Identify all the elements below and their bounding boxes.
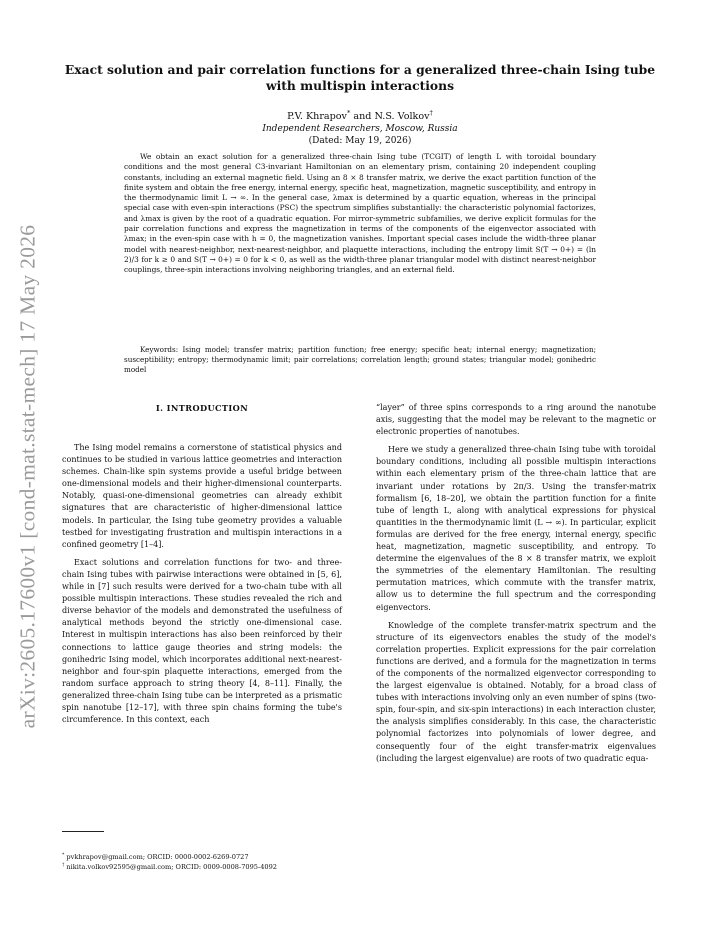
footnote-1 [62,853,352,863]
left-column [62,402,342,726]
footnote-divider [62,831,104,832]
footnote-1-text[interactable]: pvkhrapov@gmail.com; ORCID: 0000-0002-6269-0727 [64,853,249,861]
author-1: P.V. Khrapov [287,111,347,122]
footnote-2-mark: † [62,862,65,868]
right-column [376,402,656,765]
author-conjunction: and [350,111,375,122]
section-heading-introduction: I. INTRODUCTION [155,403,249,413]
title-line-1: Exact solution and pair correlation functions for a generalized three-chain Ising tube [64,62,656,77]
paragraph: Exact solutions and correlation functions for two- and three-chain Ising tubes with pairwise interactions were obtained in [5, 6], while in [7] such results were derived for a two-chain tube with all possible multispin interactions. These studies revealed the rich and diverse behavior of the models and demonstrated the usefulness of analytical methods beyond the strictly one-dimensional case. Interest in multispin interactions has also been reinforced by their connections to lattice gauge theories and string models: the gonihedric Ising model, which incorporates additional next-nearest-neighbor and four-spin plaquette interactions, emerged from the random surface approach to string theory [4, 8–11]. Finally, the generalized three-chain Ising tube can be interpreted as a prismatic spin nanotube [12–17], with three spin chains forming the tube's circumference. In this context, each [62,557,342,725]
paragraph: Here we study a generalized three-chain Ising tube with toroidal boundary conditions, including all possible multispin interactions within each elementary prism of the three-chain lattice that are invariant under rotations by 2π/3. Using the transfer-matrix formalism [6, 18–20], we obtain the partition function for a finite tube of length L, along with analytical expressions for physical quantities in the thermodynamic limit (L → ∞). In particular, explicit formulas are derived for the free energy, internal energy, specific heat, magnetization, magnetic susceptibility, and entropy. To determine the eigenvalues of the 8 × 8 transfer matrix, we exploit the symmetries of the elementary Hamiltonian. The resulting permutation matrices, which commute with the transfer matrix, allow us to determine the full spectrum and the corresponding eigenvectors. [376,445,656,612]
author-1-footnote-mark[interactable]: * [346,108,351,117]
arxiv-identifier: arXiv:2605.17600v1 [cond-mat.stat-mech] 17 May 2026 [15,224,40,729]
paragraph: The Ising model remains a cornerstone of statistical physics and continues to be studied in various lattice geometries and interaction schemes. Chain-like spin systems provide a useful bridge between one-dimensional models and their higher-dimensional counterparts. Notably, quasi-one-dimensional geometries can already exhibit signatures that are characteristic of higher-dimensional lattice models. In particular, the Ising tube geometry provides a valuable testbed for investigating frustration and multispin interactions in a confined geometry [1–4]. [62,443,342,549]
title-line-2: with multispin interactions [265,78,454,93]
keywords: Keywords: Ising model; transfer matrix; partition function; free energy; specific heat; internal energy; magnetization; susceptibility; entropy; thermodynamic limit; pair correlations; correlation length; ground states; triangular model; gonihedric model [124,345,596,375]
footnote-1-mark: * [62,852,65,858]
author-2-footnote-mark[interactable]: † [429,108,433,117]
paper-title [60,62,660,94]
author-list [60,108,660,123]
author-2: N.S. Volkov [374,111,430,122]
affiliation: Independent Researchers, Moscow, Russia [262,124,458,134]
footnotes [62,853,352,872]
abstract: We obtain an exact solution for a generalized three-chain Ising tube (TCGIT) of length L with toroidal boundary conditions and the most general C3-invariant Hamiltonian on an elementary prism, containing 20 independent coupling constants, including an external magnetic field. Using an 8 × 8 transfer matrix, we derive the exact partition function of the finite system and obtain the free energy, internal energy, specific heat, magnetization, magnetic susceptibility, and entropy in the thermodynamic limit L → ∞. In the general case, λmax is determined by a quartic equation, whereas in the principal special case with even-spin interactions (PSC) the spectrum simplifies substantially: the characteristic polynomial factorizes, and λmax is given by the root of a quadratic equation. For mirror-symmetric subfamilies, we derive explicit formulas for the pair correlation functions and express the magnetization in terms of the components of the eigenvector associated with λmax; in the even-spin case with h = 0, the magnetization vanishes. Important special cases include the width-three planar model with nearest-neighbor, next-nearest-neighbor, and plaquette interactions, including the entropy limit S(T → 0+) = (ln 2)/3 for k ≥ 0 and S(T → 0+) = 0 for k < 0, as well as the width-three planar triangular model with distinct nearest-neighbor couplings, three-spin interactions involving neighboring triangles, and an external field. [124,152,596,275]
paragraph: “layer” of three spins corresponds to a ring around the nanotube axis, suggesting that the model may be relevant to the magnetic or electronic properties of nanotubes. [376,403,656,437]
footnote-2-text[interactable]: nikita.volkov92595@gmail.com; ORCID: 0009-0008-7095-4092 [64,862,277,871]
date-line: (Dated: May 19, 2026) [308,136,412,146]
paragraph: Knowledge of the complete transfer-matrix spectrum and the structure of its eigenvectors enables the study of the model's correlation properties. Explicit expressions for the pair correlation functions are derived, and a formula for the magnetization in terms of the components of the normalized eigenvector corresponding to the largest eigenvalue is obtained. Notably, for a broad class of tubes with interactions involving only an even number of spins (two-spin, four-spin, and six-spin interactions) in each interaction cluster, the analysis simplifies considerably. In this case, the characteristic polynomial factorizes into polynomials of lower degree, and consequently four of the eight transfer-matrix eigenvalues (including the largest eigenvalue) are roots of two quadratic equa- [376,620,656,763]
footnote-2 [62,863,352,873]
